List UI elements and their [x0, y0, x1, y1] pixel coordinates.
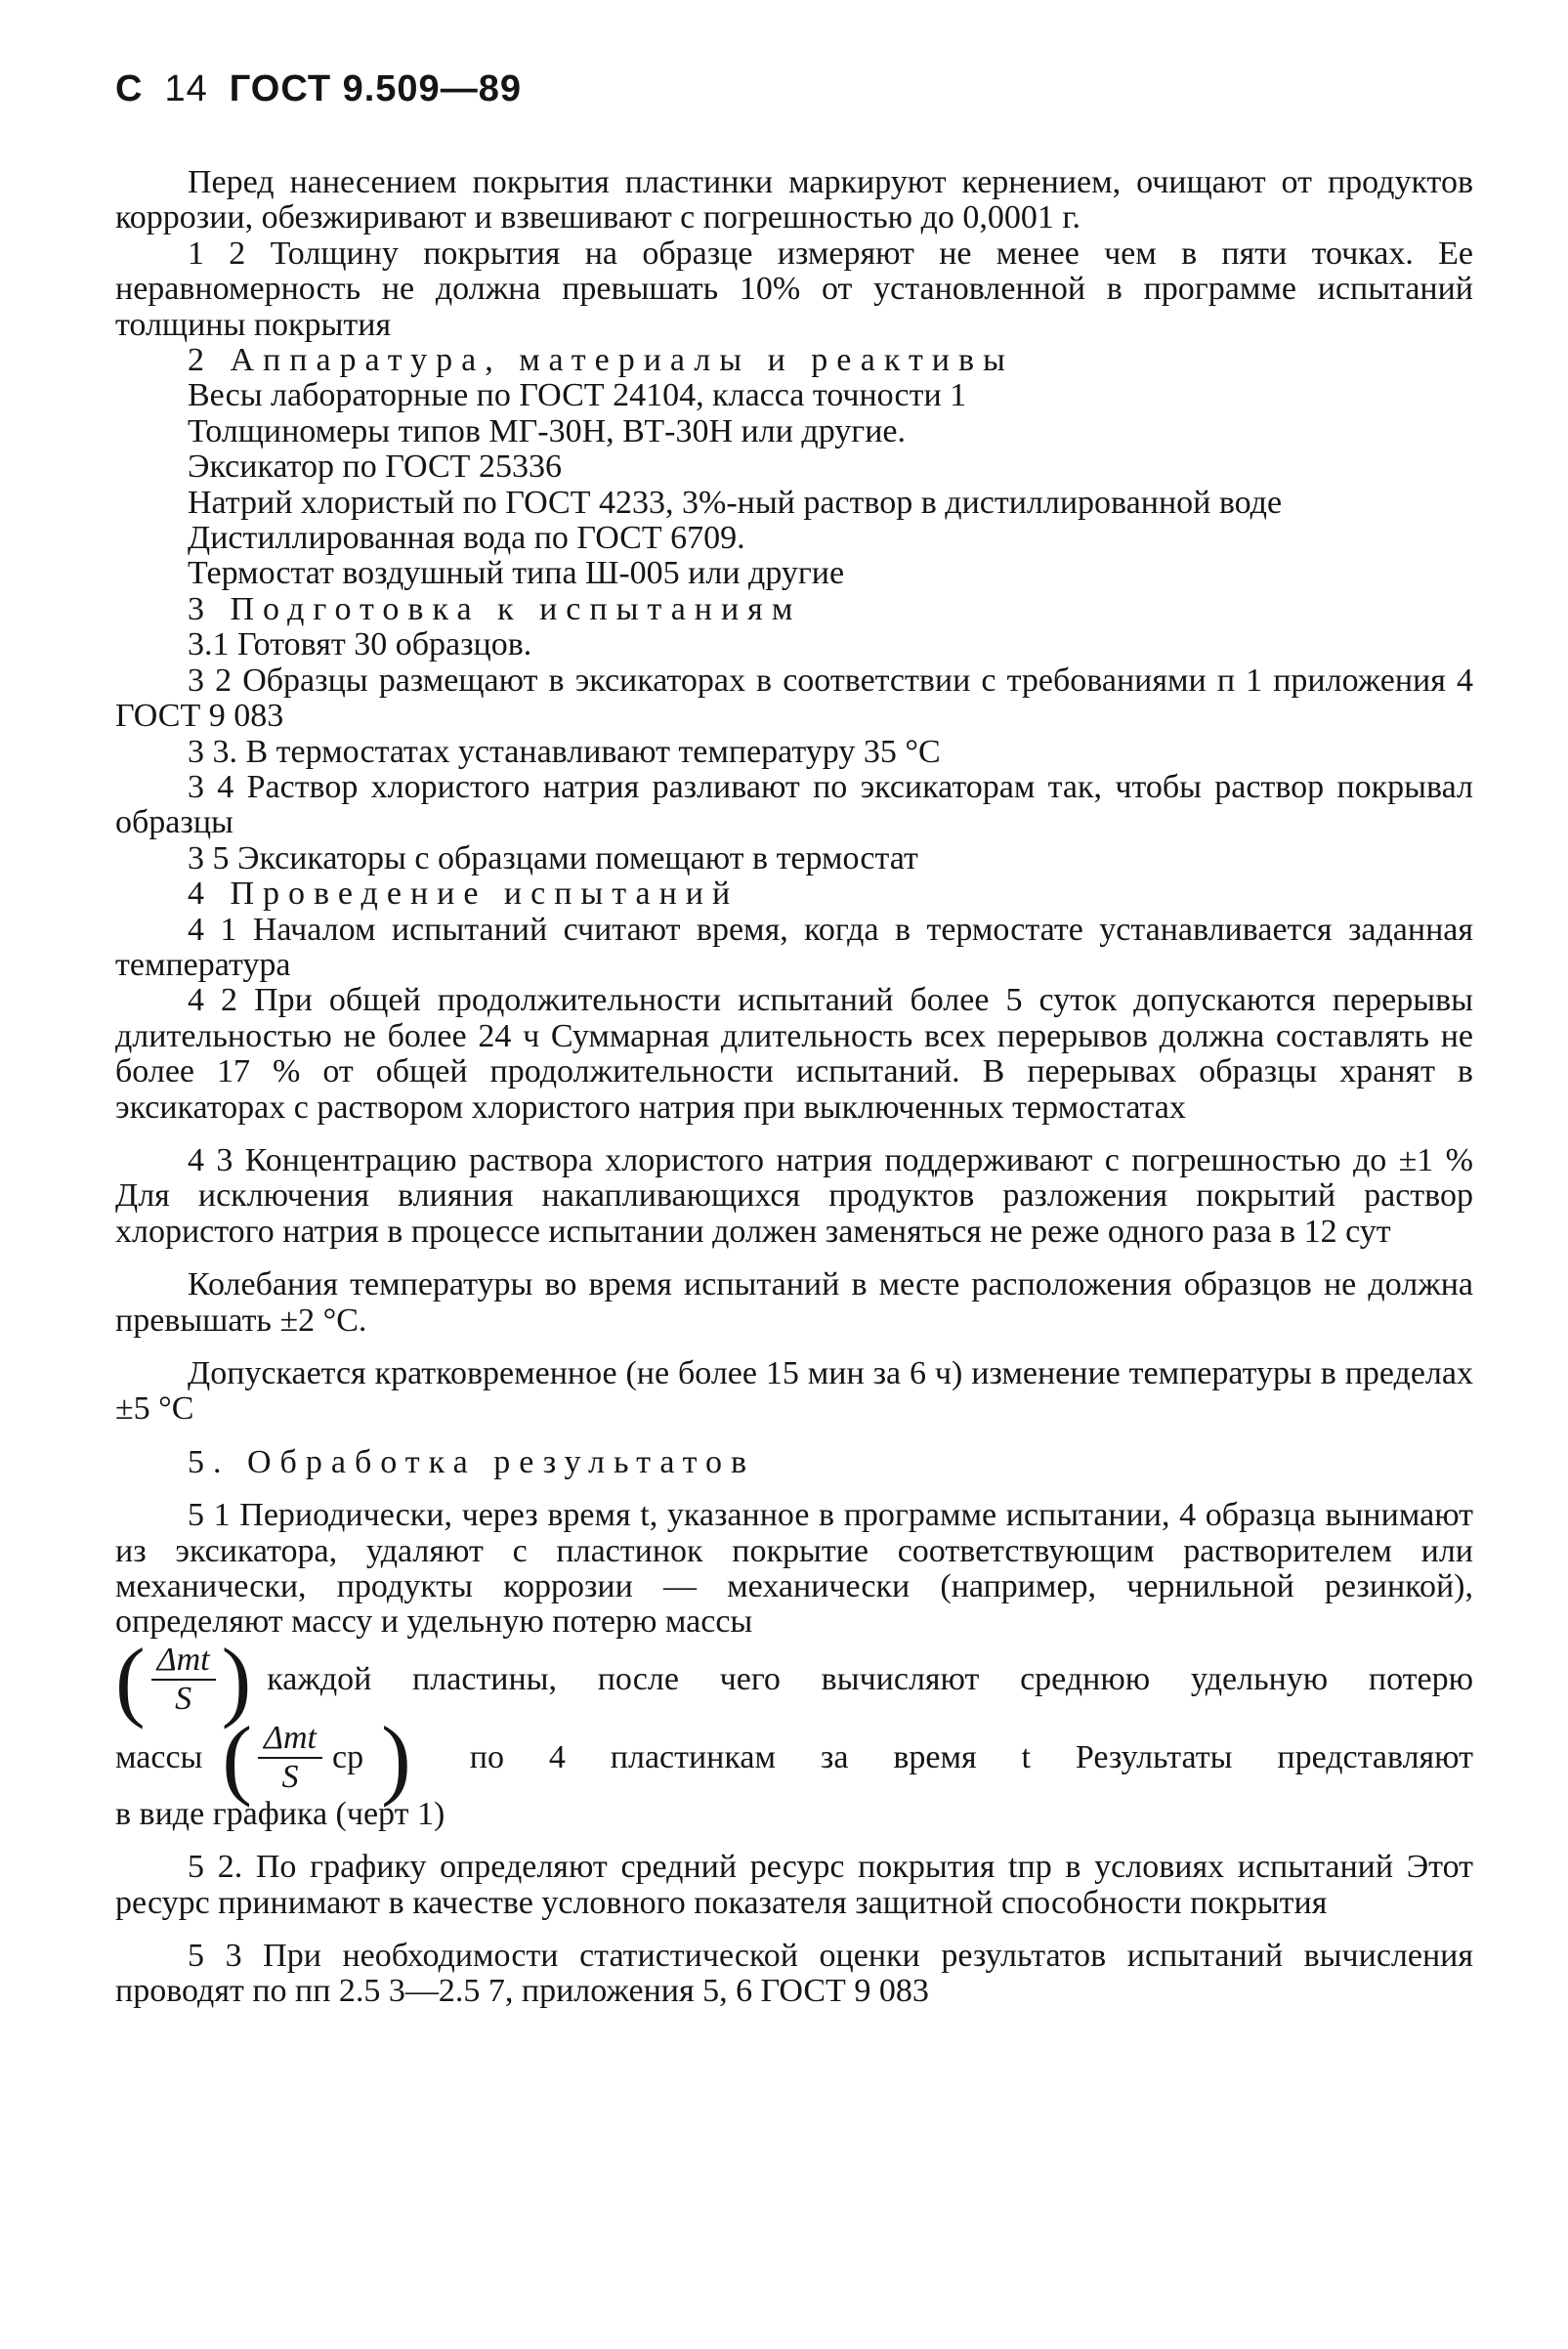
section-2-title: 2 Аппаратура, материалы и реактивы — [188, 342, 1014, 379]
paragraph: Колебания температуры во время испытаний в месте расположения образцов не должна превышать ±2 °С. — [115, 1266, 1473, 1339]
standard-code: ГОСТ 9.509—89 — [229, 68, 522, 109]
formula-text: по 4 пластинкам за время t Результаты представляют — [469, 1738, 1473, 1775]
clause-5-2: 5 2. По графику определяют средний ресурс покрытия tпр в условиях испытаний Этот ресурс принимают в качестве условного показателя защитной способности покрытия — [115, 1849, 1473, 1921]
page-number: 14 — [164, 68, 208, 109]
paren-open: ( — [222, 1707, 253, 1808]
fraction-denominator: S — [175, 1680, 192, 1717]
clause-3-1: 3.1 Готовят 30 образцов. — [188, 626, 532, 663]
document-page — [115, 68, 1473, 2010]
fraction-denominator: S — [281, 1758, 299, 1795]
clause-4-3: 4 3 Концентрацию раствора хлористого натрия поддерживают с погрешностью до ±1 % Для исключения влияния накапливающихся продуктов разложения покрытий раствор хлористого натрия в процессе испытании должен заменяться не реже одного раза в 12 сут — [115, 1141, 1473, 1250]
header-prefix: С — [115, 68, 144, 109]
paren-open: ( — [115, 1629, 146, 1730]
paren-close: ) — [221, 1629, 252, 1730]
section-5-title: 5. Обработка результатов — [188, 1443, 756, 1480]
formula-line-2 — [115, 1707, 1473, 1808]
clause-3-5: 3 5 Эксикаторы с образцами помещают в термостат — [188, 839, 918, 876]
page-header — [115, 68, 1473, 110]
paren-close: ) — [381, 1707, 411, 1808]
formula-line-1 — [115, 1629, 1473, 1730]
clause-1-2: 1 2 Толщину покрытия на образце измеряют не менее чем в пяти точках. Ее неравномерность не должна превышать 10% от установленной в программе испытаний толщины покрытия — [115, 235, 1473, 343]
fraction — [151, 1642, 216, 1718]
clause-3-4: 3 4 Раствор хлористого натрия разливают по эксикаторам так, чтобы раствор покрывал образцы — [115, 768, 1473, 841]
fraction — [258, 1720, 322, 1796]
equipment-line: Термостат воздушный типа Ш-005 или другие — [188, 555, 845, 592]
clause-4-1: 4 1 Началом испытаний считают время, когда в термостате устанавливается заданная температура — [115, 911, 1473, 983]
formula-text: в виде графика (черт 1) — [115, 1795, 445, 1832]
clause-5-1: 5 1 Периодически, через время t, указанное в программе испытании, 4 образца вынимают из эксикатора, удаляют с пластинок покрытие соответствующим растворителем или механически, продукты коррозии — механически (например, чернильной резинкой), определяют массу и удельную потерю массы — [115, 1497, 1473, 1641]
fraction-numerator: Δmt — [258, 1720, 322, 1759]
paragraph: Допускается кратковременное (не более 15 мин за 6 ч) изменение температуры в пределах ±5 °С — [115, 1355, 1473, 1428]
paragraph: Перед нанесением покрытия пластинки маркируют кернением, очищают от продуктов коррозии, обезжиривают и взвешивают с погрешностью до 0,0001 г. — [115, 164, 1473, 236]
clause-4-2: 4 2 При общей продолжительности испытаний более 5 суток допускаются перерывы длительностью не более 24 ч Суммарная длительность всех перерывов должна составлять не более 17 % от общей продолжительности испытаний. В перерывах образцы хранят в эксикаторах с раствором хлористого натрия при выключенных термостатах — [115, 982, 1473, 1126]
clause-5-3: 5 3 При необходимости статистической оценки результатов испытаний вычисления проводят по пп 2.5 3—2.5 7, приложения 5, 6 ГОСТ 9 083 — [115, 1938, 1473, 2010]
fraction-subscript: ср — [332, 1738, 364, 1775]
fraction-numerator: Δmt — [151, 1642, 216, 1681]
equipment-line: Натрий хлористый по ГОСТ 4233, 3%-ный раствор в дистиллированной воде — [188, 484, 1283, 521]
clause-3-2: 3 2 Образцы размещают в эксикаторах в соответствии с требованиями п 1 приложения 4 ГОСТ 9 083 — [115, 662, 1473, 735]
formula-text: массы — [115, 1738, 203, 1775]
equipment-line: Весы лабораторные по ГОСТ 24104, класса точности 1 — [188, 377, 967, 414]
clause-3-3: 3 3. В термостатах устанавливают температуру 35 °С — [188, 733, 941, 770]
equipment-line: Дистиллированная вода по ГОСТ 6709. — [188, 520, 745, 557]
formula-text: каждой пластины, после чего вычисляют среднюю удельную потерю — [267, 1660, 1473, 1697]
section-3-title: 3 Подготовка к испытаниям — [188, 590, 802, 627]
equipment-line: Толщиномеры типов МГ-30Н, ВТ-30Н или другие. — [188, 412, 906, 449]
equipment-line: Эксикатор по ГОСТ 25336 — [188, 448, 562, 486]
section-4-title: 4 Проведение испытаний — [188, 876, 740, 913]
